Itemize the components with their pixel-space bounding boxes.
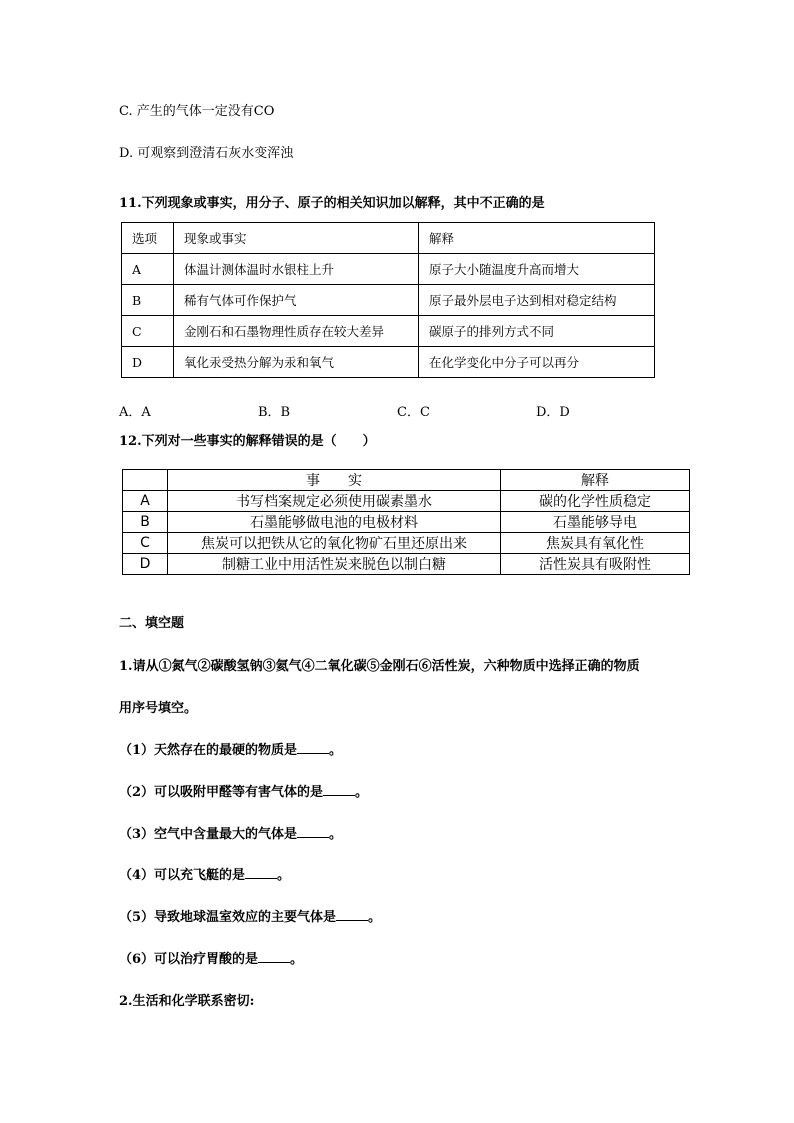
fill-item-end: 。 xyxy=(368,910,382,925)
table-cell: D xyxy=(122,347,174,378)
table-header-cell: 解释 xyxy=(501,470,690,491)
answer-blank[interactable] xyxy=(297,825,329,838)
table-cell: B xyxy=(122,285,174,316)
table-row xyxy=(123,491,690,512)
fill-item-text: （5）导致地球温室效应的主要气体是 xyxy=(119,910,337,925)
table-row xyxy=(122,285,655,316)
table-row xyxy=(122,347,655,378)
table-cell: B xyxy=(123,512,168,533)
table-cell: 石墨能够做电池的电极材料 xyxy=(168,512,501,533)
fill-item-end: 。 xyxy=(290,952,304,967)
table-cell: 碳的化学性质稳定 xyxy=(501,491,690,512)
q12-table xyxy=(122,469,690,575)
fill-item xyxy=(119,948,303,967)
fill-item-end: 。 xyxy=(329,743,343,758)
table-row xyxy=(122,254,655,285)
answer-blank[interactable] xyxy=(258,950,290,963)
answer-blank[interactable] xyxy=(323,783,355,796)
table-cell: 碳原子的排列方式不同 xyxy=(419,316,655,347)
table-cell: C xyxy=(122,316,174,347)
table-cell: 原子最外层电子达到相对稳定结构 xyxy=(419,285,655,316)
fill-q1-stem-line1: 1.请从①氮气②碳酸氢钠③氦气④二氧化碳⑤金刚石⑥活性炭，六种物质中选择正确的物质 xyxy=(119,659,640,674)
table-header-row xyxy=(123,470,690,491)
table-header-cell: 选项 xyxy=(122,223,174,254)
fill-item-end: 。 xyxy=(277,868,291,883)
section-heading: 二、填空题 xyxy=(119,616,185,631)
fill-item-text: （1）天然存在的最硬的物质是 xyxy=(119,743,298,758)
table-row xyxy=(123,533,690,554)
table-header-row xyxy=(122,223,655,254)
table-header-cell: 事 实 xyxy=(168,470,501,491)
table-header-cell: 解释 xyxy=(419,223,655,254)
q11-answer-c: C．C xyxy=(397,405,430,420)
table-cell: 稀有气体可作保护气 xyxy=(174,285,419,316)
table-cell: 焦炭具有氧化性 xyxy=(501,533,690,554)
table-cell: 在化学变化中分子可以再分 xyxy=(419,347,655,378)
q11-stem: 11.下列现象或事实，用分子、原子的相关知识加以解释，其中不正确的是 xyxy=(119,196,545,211)
table-cell: 金刚石和石墨物理性质存在较大差异 xyxy=(174,316,419,347)
fill-item xyxy=(119,781,368,800)
table-cell: D xyxy=(123,554,168,575)
fill-item-text: （3）空气中含量最大的气体是 xyxy=(119,827,298,842)
answer-blank[interactable] xyxy=(336,908,368,921)
table-cell: A xyxy=(122,254,174,285)
fill-item-text: （2）可以吸附甲醛等有害气体的是 xyxy=(119,785,324,800)
table-cell: A xyxy=(123,491,168,512)
table-cell: 制糖工业中用活性炭来脱色以制白糖 xyxy=(168,554,501,575)
fill-q1-stem-line2: 用序号填空。 xyxy=(119,701,198,716)
table-cell: C xyxy=(123,533,168,554)
q10-option-d: D. 可观察到澄清石灰水变浑浊 xyxy=(119,146,294,161)
fill-item xyxy=(119,864,290,883)
fill-item-end: 。 xyxy=(329,827,343,842)
table-cell: 书写档案规定必须使用碳素墨水 xyxy=(168,491,501,512)
q11-answer-d: D．D xyxy=(536,405,570,420)
table-cell: 石墨能够导电 xyxy=(501,512,690,533)
fill-q2-stem: 2.生活和化学联系密切: xyxy=(119,994,255,1009)
table-cell: 活性炭具有吸附性 xyxy=(501,554,690,575)
fill-item-end: 。 xyxy=(355,785,369,800)
table-cell: 体温计测体温时水银柱上升 xyxy=(174,254,419,285)
table-row xyxy=(122,316,655,347)
q11-answer-a: A．A xyxy=(119,405,151,420)
answer-blank[interactable] xyxy=(297,741,329,754)
table-header-cell: 现象或事实 xyxy=(174,223,419,254)
q11-table xyxy=(121,222,655,378)
table-header-cell xyxy=(123,470,168,491)
q11-answer-b: B．B xyxy=(258,405,291,420)
table-row xyxy=(123,554,690,575)
table-row xyxy=(123,512,690,533)
fill-item xyxy=(119,906,381,925)
table-cell: 原子大小随温度升高而增大 xyxy=(419,254,655,285)
fill-item xyxy=(119,739,342,758)
fill-item xyxy=(119,823,342,842)
q12-stem: 12.下列对一些事实的解释错误的是（ ） xyxy=(119,434,376,449)
fill-item-text: （4）可以充飞艇的是 xyxy=(119,868,246,883)
q10-option-c: C. 产生的气体一定没有CO xyxy=(119,104,275,119)
answer-blank[interactable] xyxy=(245,866,277,879)
fill-item-text: （6）可以治疗胃酸的是 xyxy=(119,952,259,967)
table-cell: 氧化汞受热分解为汞和氧气 xyxy=(174,347,419,378)
table-cell: 焦炭可以把铁从它的氧化物矿石里还原出来 xyxy=(168,533,501,554)
